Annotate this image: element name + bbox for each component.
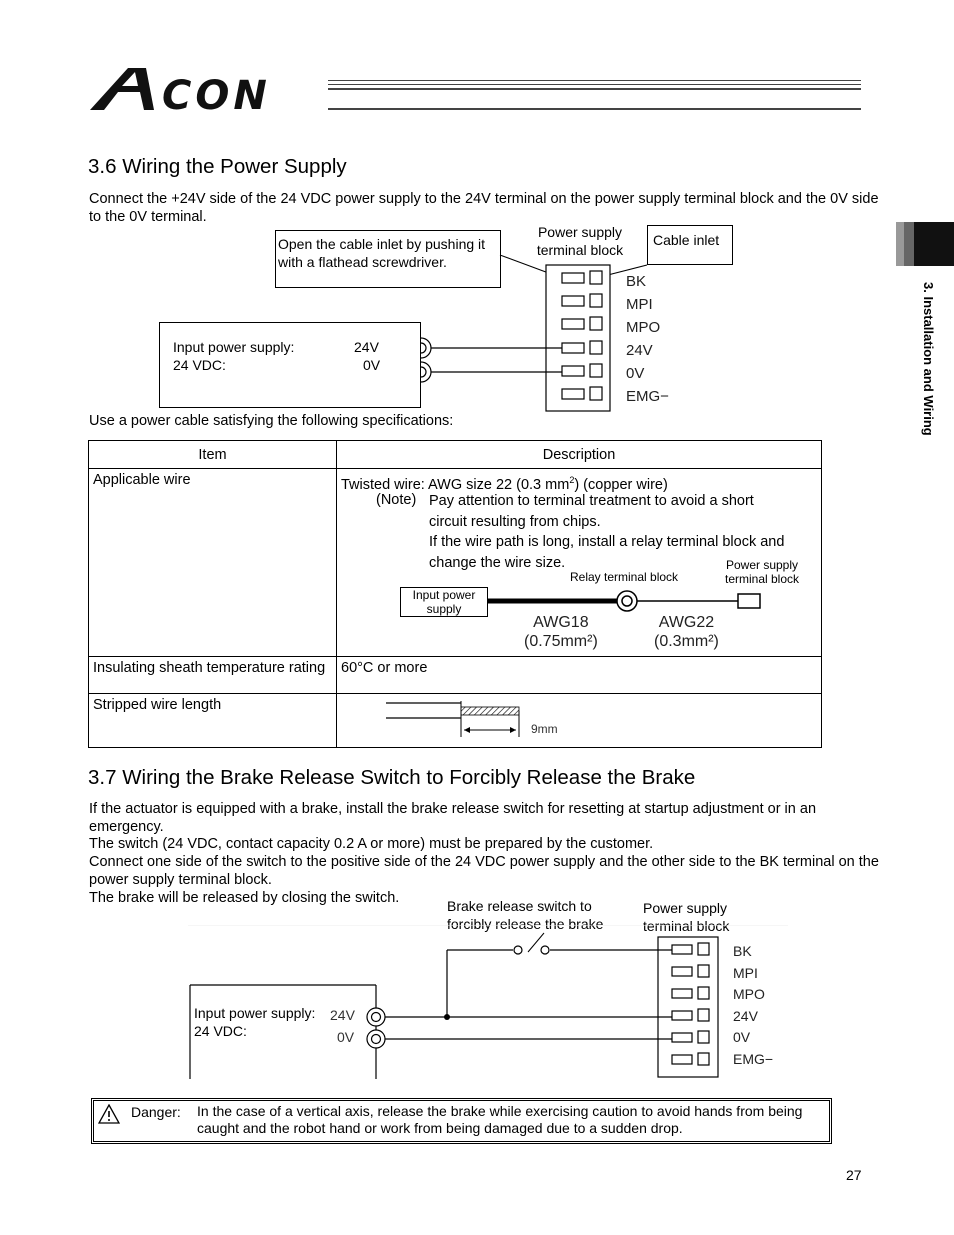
brake-wiring-diagram: [188, 925, 788, 1080]
input-power-label-1: Input power supply:: [173, 339, 295, 355]
header-rule-2: [328, 84, 861, 85]
awg22-text: AWG22: [658, 614, 715, 631]
fig-input-line-2: supply: [426, 602, 462, 616]
danger-notice: [91, 1098, 832, 1144]
row-stripped-length-item: Stripped wire length: [89, 694, 337, 748]
header-rule-bottom: [328, 108, 861, 110]
header-rule-top: [328, 80, 861, 81]
brake-terminal-label-0v: 0V: [733, 1029, 751, 1045]
section-3-6-heading: 3.6 Wiring the Power Supply: [88, 155, 347, 178]
stripped-wire-figure: [386, 701, 536, 741]
terminal-block-label: Power supply terminal block: [536, 224, 624, 258]
stripped-length-label: 9mm: [531, 722, 558, 736]
section-3-7-para-4: The brake will be released by closing the switch.: [89, 890, 400, 906]
section-3-7-heading: 3.7 Wiring the Brake Release Switch to Forcibly Release the Brake: [88, 766, 696, 789]
fig-psu-line-2: terminal block: [724, 572, 800, 586]
awg22-label: [654, 613, 719, 651]
screwdriver-callout-text: Open the cable inlet by pushing it with a flathead screwdriver.: [278, 236, 486, 270]
brake-terminal-block-label: Power supply terminal block: [643, 900, 730, 934]
brake-terminal-label-mpi: MPI: [733, 964, 758, 981]
cable-spec-intro: Use a power cable satisfying the following specifications:: [89, 413, 454, 429]
brake-switch-label: Brake release switch to forcibly release the brake: [447, 898, 604, 932]
wire-spec-main: Twisted wire: AWG size 22 (0.3 mm: [341, 476, 570, 493]
fig-input-box: [400, 587, 488, 617]
note-label: (Note): [376, 492, 417, 508]
terminal-labels-2: [733, 941, 773, 1070]
note-line-4: change the wire size.: [429, 554, 566, 571]
warning-icon: [98, 1104, 120, 1124]
page-number: 27: [846, 1167, 862, 1183]
row-applicable-wire-item: Applicable wire: [89, 469, 337, 657]
input-24v-label: 24V: [354, 339, 379, 355]
fig-input-line-1: Input power: [412, 588, 476, 602]
wire-spec-sup: 2: [569, 475, 575, 485]
cable-spec-table: [88, 440, 822, 748]
brake-terminal-label-24v: 24V: [733, 1007, 758, 1024]
brake-terminal-label-emg: EMG−: [733, 1050, 774, 1067]
terminal-label-0v: 0V: [626, 365, 645, 382]
row-sheath-temp-item: Insulating sheath temperature rating: [89, 657, 337, 694]
section-3-7-para-2: The switch (24 VDC, contact capacity 0.2 A or more) must be prepared by the customer.: [89, 836, 654, 852]
relay-wire-figure: [488, 584, 768, 614]
section-3-7-para-3: Connect one side of the switch to the positive side of the 24 VDC power supply and the other side to the BK terminal on the power supply terminal block.: [89, 854, 879, 888]
fig-psu-line-1: Power supply: [725, 558, 799, 572]
input-power-box: [159, 322, 421, 408]
awg22-size: (0.3mm²): [654, 633, 719, 650]
terminal-label-emg: EMG−: [626, 388, 669, 405]
cable-inlet-label: Cable inlet: [653, 232, 720, 248]
fig-psu-label: [717, 558, 807, 586]
wire-spec-tail: ) (copper wire): [574, 476, 668, 493]
awg18-text: AWG18: [533, 614, 589, 631]
row-sheath-temp-desc: 60°C or more: [337, 657, 822, 694]
awg18-label: [524, 613, 598, 651]
chapter-tab-label: 3. Installation and Wiring: [921, 282, 936, 436]
table-header-description: Description: [337, 441, 822, 469]
terminal-label-bk: BK: [626, 273, 647, 290]
svg-text:CON: CON: [162, 73, 271, 114]
note-line-2: circuit resulting from chips.: [429, 513, 601, 530]
acon-logo: [88, 62, 328, 114]
terminal-label-mpo: MPO: [626, 319, 661, 336]
terminal-label-24v: 24V: [626, 342, 653, 359]
brake-input-label-2: 24 VDC:: [194, 1023, 247, 1039]
relay-terminal-label: Relay terminal block: [570, 570, 679, 584]
brake-input-24v: 24V: [330, 1007, 355, 1023]
input-0v-label: 0V: [363, 357, 381, 373]
chapter-tab: [896, 222, 954, 266]
row-stripped-length-desc: [337, 694, 822, 748]
danger-label: Danger:: [131, 1104, 181, 1120]
brake-terminal-label-bk: BK: [733, 943, 752, 959]
awg18-size: (0.75mm²): [524, 633, 598, 650]
terminal-label-mpi: MPI: [626, 296, 653, 313]
note-line-3: If the wire path is long, install a relay terminal block and: [429, 534, 785, 550]
header-rule-3: [328, 88, 861, 90]
brake-input-label-1: Input power supply:: [194, 1005, 316, 1021]
table-header-item: Item: [89, 441, 337, 469]
note-line-1: Pay attention to terminal treatment to avoid a short: [429, 493, 754, 509]
brake-terminal-label-mpo: MPO: [733, 986, 765, 1002]
brake-input-0v: 0V: [337, 1029, 355, 1045]
section-3-7-para-1: If the actuator is equipped with a brake, install the brake release switch for resetting at startup adjustment or in an emergency.: [89, 801, 817, 835]
input-power-label-2: 24 VDC:: [173, 357, 226, 373]
danger-text: In the case of a vertical axis, release the brake while exercising caution to avoid hands from being caught and the robot hand or work from being damaged due to a sudden drop.: [197, 1103, 803, 1136]
section-3-6-intro: Connect the +24V side of the 24 VDC power supply to the 24V terminal on the power supply terminal block and the 0V side to the 0V terminal.: [89, 191, 879, 225]
terminal-labels-1: [626, 270, 669, 408]
row-applicable-wire-desc: [337, 469, 822, 657]
